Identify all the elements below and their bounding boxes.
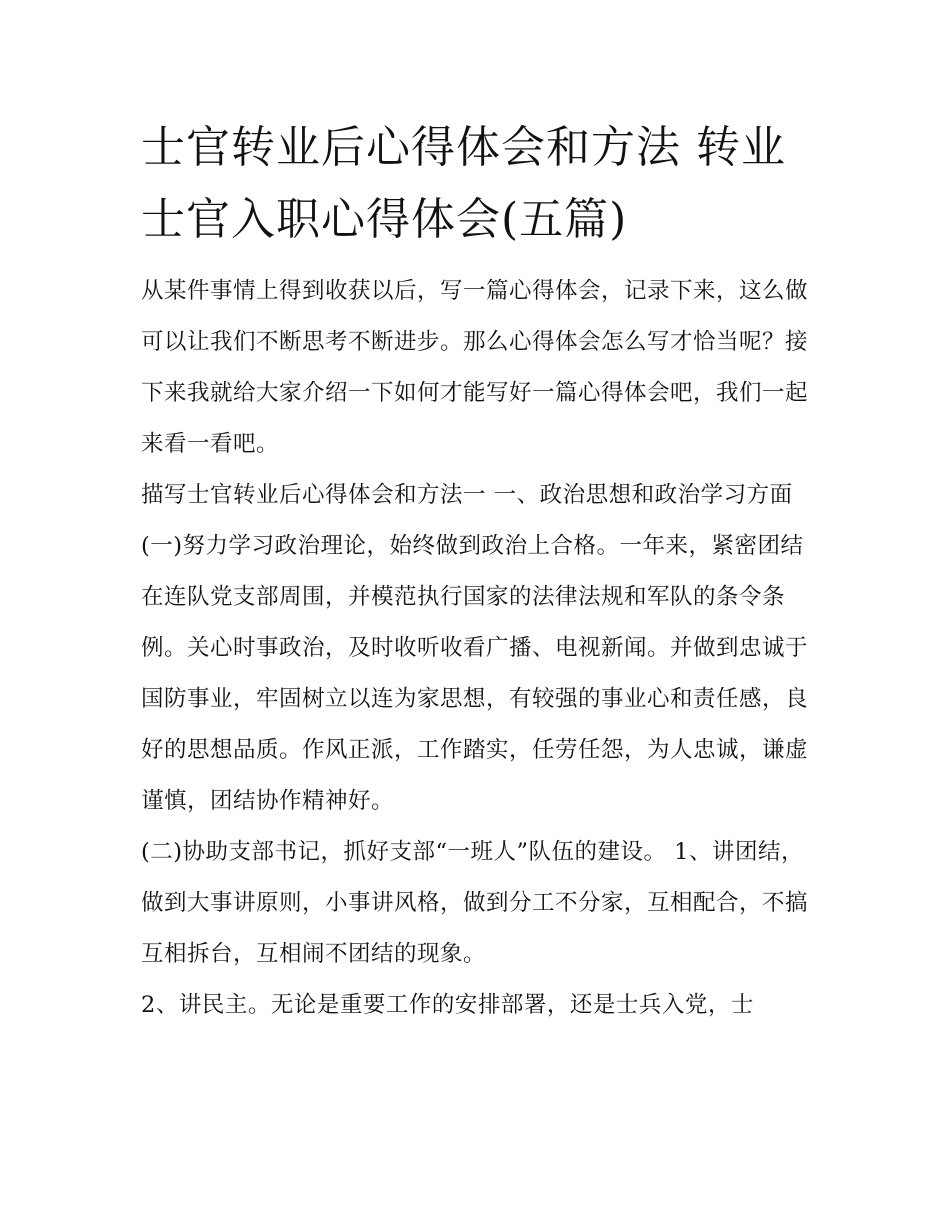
document-title: 士官转业后心得体会和方法 转业士官入职心得体会(五篇) bbox=[141, 122, 786, 245]
paragraph-team-building: (二)协助支部书记，抓好支部“一班人”队伍的建设。 1、讲团结，做到大事讲原则，小事讲风格，做到分工不分家，互相配合，不搞互相拆台，互相闹不团结的现象。 bbox=[141, 839, 809, 967]
document-page bbox=[141, 112, 813, 1031]
paragraph-political-study: (一)努力学习政治理论，始终做到政治上合格。一年来，紧密团结在连队党支部周围，并模范执行国家的法律法规和军队的条令条例。关心时事政治，及时收听收看广播、电视新闻。并做到忠诚于国防事业，牢固树立以连为家思想，有较强的事业心和责任感，良好的思想品质。作风正派，工作踏实，任劳任怨，为人忠诚，谦虚谨慎，团结协作精神好。 bbox=[141, 533, 809, 814]
paragraph-section-heading: 描写士官转业后心得体会和方法一 一、政治思想和政治学习方面 bbox=[141, 482, 793, 508]
paragraph-democracy: 2、讲民主。无论是重要工作的安排部署，还是士兵入党，士 bbox=[141, 992, 754, 1018]
paragraph-intro: 从某件事情上得到收获以后，写一篇心得体会，记录下来，这么做可以让我们不断思考不断进步。那么心得体会怎么写才恰当呢？接下来我就给大家介绍一下如何才能写好一篇心得体会吧，我们一起来看一看吧。 bbox=[141, 278, 809, 457]
